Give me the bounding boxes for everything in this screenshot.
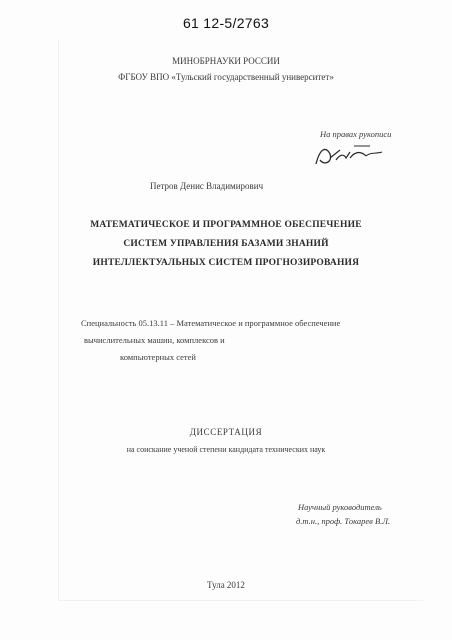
dissertation-subtitle: на соискание ученой степени кандидата технических наук — [126, 445, 326, 454]
advisor-label: Научный руководитель — [298, 502, 382, 512]
specialty-line: Специальность 05.13.11 – Математическое и программное обеспечение — [81, 318, 341, 328]
city-year: Тула 2012 — [207, 580, 245, 590]
university-name: ФГБОУ ВПО «Тульский государственный университет» — [118, 72, 334, 82]
catalog-code: 61 12-5/2763 — [182, 15, 270, 31]
title-line: СИСТЕМ УПРАВЛЕНИЯ БАЗАМИ ЗНАНИЙ — [123, 239, 329, 249]
rights-label: На правах рукописи — [320, 129, 392, 139]
specialty-line: компьютерных сетей — [120, 352, 196, 362]
title-line: ИНТЕЛЛЕКТУАЛЬНЫХ СИСТЕМ ПРОГНОЗИРОВАНИЯ — [92, 258, 360, 268]
ministry-name: МИНОБРНАУКИ РОССИИ — [172, 56, 280, 66]
specialty-line: вычислительных машин, комплексов и — [84, 335, 225, 345]
advisor-name: д.т.н., проф. Токарев В.Л. — [296, 516, 391, 526]
title-line: МАТЕМАТИЧЕСКОЕ И ПРОГРАММНОЕ ОБЕСПЕЧЕНИЕ — [90, 220, 362, 230]
author-name: Петров Денис Владимирович — [150, 181, 264, 191]
signature-icon — [310, 140, 390, 170]
dissertation-heading: ДИССЕРТАЦИЯ — [189, 427, 263, 437]
